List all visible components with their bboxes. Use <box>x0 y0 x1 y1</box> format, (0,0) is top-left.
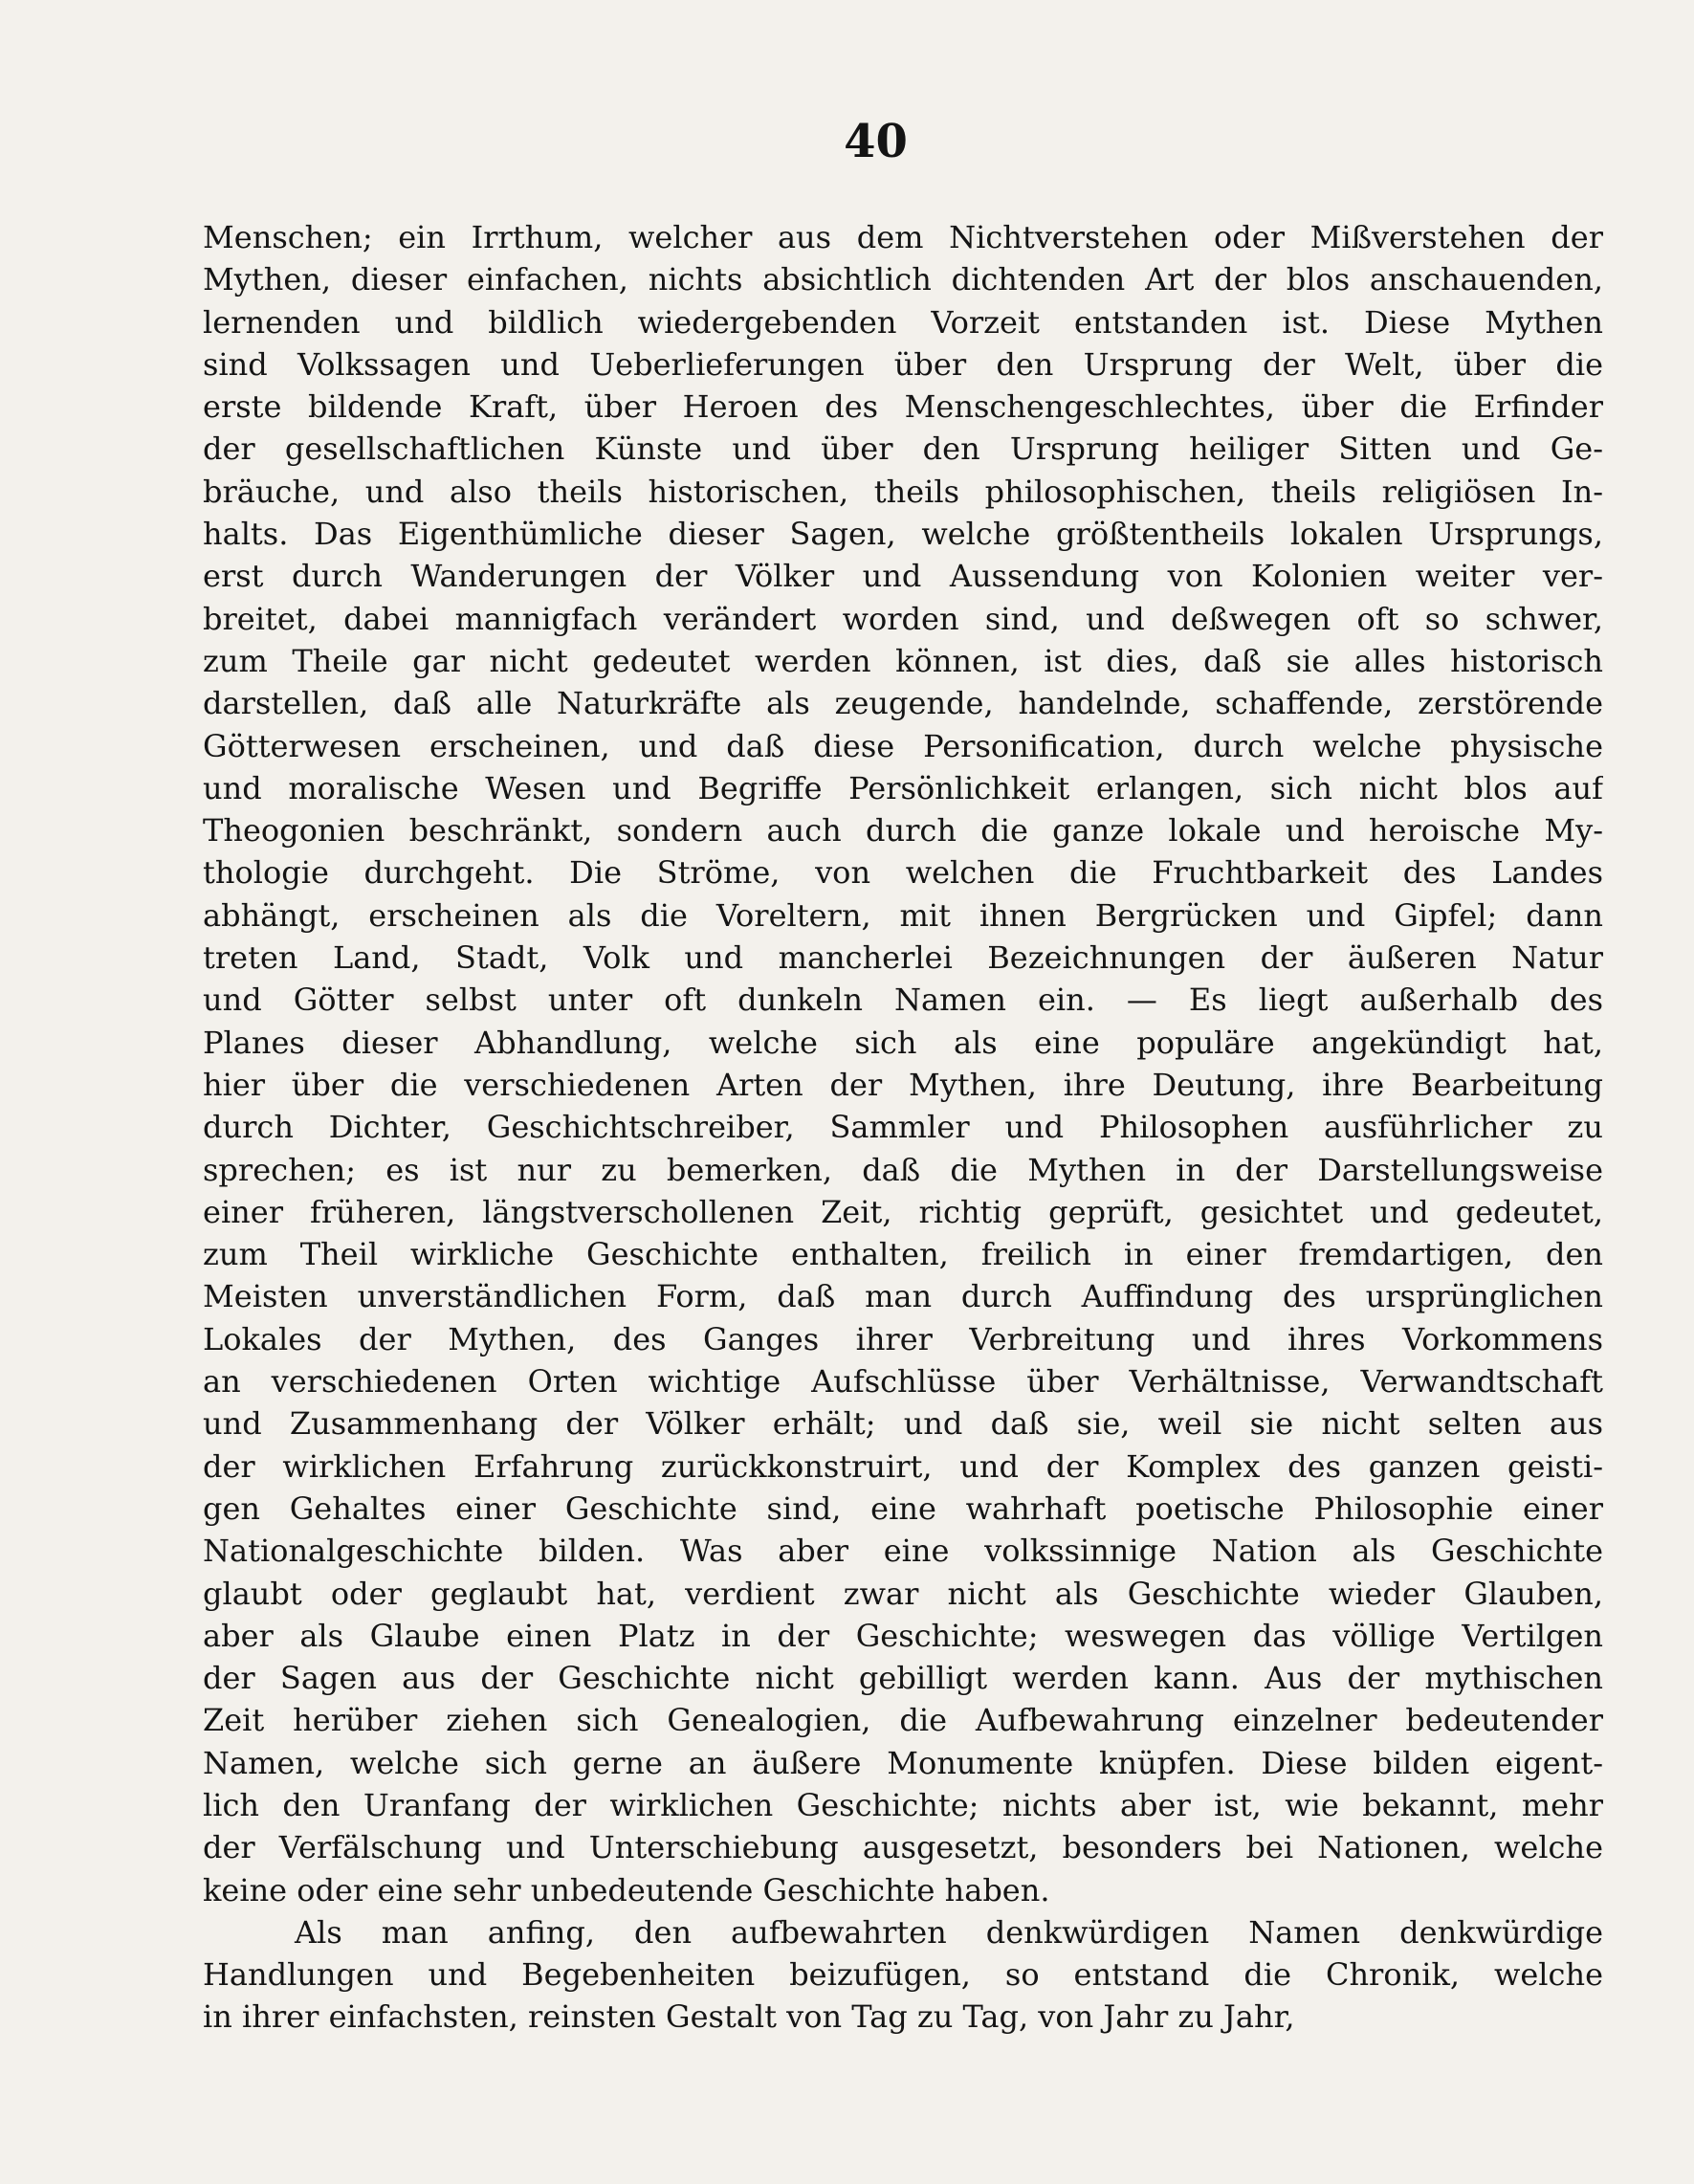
text-line: Menschen; ein Irrthum, welcher aus dem Nichtverstehen oder Mißverstehen der <box>203 219 1603 255</box>
text-line: zum Theil wirkliche Geschichte enthalten, freilich in einer fremdartigen, den <box>203 1236 1603 1273</box>
text-line: Götterwesen erscheinen, und daß diese Personification, durch welche physische <box>203 727 1603 764</box>
text-line: Mythen, dieser einfachen, nichts absichtlich dichtenden Art der blos anschauenden, <box>203 261 1603 298</box>
text-line: bräuche, und also theils historischen, theils philosophischen, theils religiösen In- <box>203 473 1603 510</box>
text-line: der wirklichen Erfahrung zurückkonstruirt, und der Komplex des ganzen geisti- <box>203 1447 1603 1485</box>
text-line: abhängt, erscheinen als die Voreltern, mit ihnen Bergrücken und Gipfel; dann <box>203 896 1603 934</box>
text-line: der gesellschaftlichen Künste und über den Ursprung heiliger Sitten und Ge- <box>203 430 1603 468</box>
text-line: Theogonien beschränkt, sondern auch durch die ganze lokale und heroische My- <box>203 812 1603 849</box>
text-line: darstellen, daß alle Naturkräfte als zeugende, handelnde, schaffende, zerstörende <box>203 685 1603 722</box>
text-line: thologie durchgeht. Die Ströme, von welchen die Fruchtbarkeit des Landes <box>203 854 1603 892</box>
paragraph <box>203 216 1603 1911</box>
text-line: halts. Das Eigenthümliche dieser Sagen, welche größtentheils lokalen Ursprungs, <box>203 516 1603 553</box>
text-line: einer früheren, längstverschollenen Zeit, richtig geprüft, gesichtet und gedeutet, <box>203 1193 1603 1230</box>
text-line: Meisten unverständlichen Form, daß man durch Auffindung des ursprünglichen <box>203 1278 1603 1315</box>
text-line: treten Land, Stadt, Volk und mancherlei Bezeichnungen der äußeren Natur <box>203 939 1603 977</box>
text-line: lernenden und bildlich wiedergebenden Vorzeit entstanden ist. Diese Mythen <box>203 303 1603 341</box>
text-line: und Götter selbst unter oft dunkeln Namen ein. — Es liegt außerhalb des <box>203 982 1603 1019</box>
text-line: erste bildende Kraft, über Heroen des Menschengeschlechtes, über die Erfinder <box>203 388 1603 426</box>
text-line: Lokales der Mythen, des Ganges ihrer Verbreitung und ihres Vorkommens <box>203 1320 1603 1357</box>
text-line: der Verfälschung und Unterschiebung ausgesetzt, besonders bei Nationen, welche <box>203 1829 1603 1866</box>
text-line: an verschiedenen Orten wichtige Aufschlüsse über Verhältnisse, Verwandtschaft <box>203 1363 1603 1401</box>
text-line: Nationalgeschichte bilden. Was aber eine volkssinnige Nation als Geschichte <box>203 1533 1603 1570</box>
text-line: aber als Glaube einen Platz in der Geschichte; weswegen das völlige Vertilgen <box>203 1617 1603 1654</box>
text-line: Namen, welche sich gerne an äußere Monumente knüpfen. Diese bilden eigent- <box>203 1744 1603 1781</box>
text-line: und moralische Wesen und Begriffe Persönlichkeit erlangen, sich nicht blos auf <box>203 769 1603 806</box>
text-line: lich den Uranfang der wirklichen Geschichte; nichts aber ist, wie bekannt, mehr <box>203 1786 1603 1823</box>
paragraph <box>203 1911 1603 2039</box>
text-line: glaubt oder geglaubt hat, verdient zwar nicht als Geschichte wieder Glauben, <box>203 1575 1603 1612</box>
text-line: in ihrer einfachsten, reinsten Gestalt von Tag zu Tag, von Jahr zu Jahr, <box>203 1998 1295 2036</box>
text-line: sind Volkssagen und Ueberlieferungen über den Ursprung der Welt, über die <box>203 345 1603 383</box>
text-line: Zeit herüber ziehen sich Genealogien, die Aufbewahrung einzelner bedeutender <box>203 1702 1603 1739</box>
text-line: der Sagen aus der Geschichte nicht gebilligt werden kann. Aus der mythischen <box>203 1660 1603 1697</box>
text-line: zum Theile gar nicht gedeutet werden können, ist dies, daß sie alles historisch <box>203 642 1603 679</box>
text-line: keine oder eine sehr unbedeutende Geschichte haben. <box>203 1871 1050 1908</box>
text-line: Als man anfing, den aufbewahrten denkwürdigen Namen denkwürdige <box>295 1913 1603 1951</box>
text-line: breitet, dabei mannigfach verändert worden sind, und deßwegen oft so schwer, <box>203 600 1603 637</box>
text-line: erst durch Wanderungen der Völker und Aussendung von Kolonien weiter ver- <box>203 558 1603 595</box>
text-line: Planes dieser Abhandlung, welche sich als eine populäre angekündigt hat, <box>203 1024 1603 1061</box>
text-line: sprechen; es ist nur zu bemerken, daß die Mythen in der Darstellungsweise <box>203 1151 1603 1188</box>
text-line: durch Dichter, Geschichtschreiber, Sammler und Philosophen ausführlicher zu <box>203 1109 1603 1146</box>
text-line: und Zusammenhang der Völker erhält; und daß sie, weil sie nicht selten aus <box>203 1405 1603 1443</box>
text-line: gen Gehaltes einer Geschichte sind, eine wahrhaft poetische Philosophie einer <box>203 1489 1603 1527</box>
text-line: Handlungen und Begebenheiten beizufügen, so entstand die Chronik, welche <box>203 1956 1603 1994</box>
body-text <box>203 216 1603 2039</box>
text-line: hier über die verschiedenen Arten der Mythen, ihre Deutung, ihre Bearbeitung <box>203 1066 1603 1103</box>
page-number: 40 <box>844 115 908 168</box>
